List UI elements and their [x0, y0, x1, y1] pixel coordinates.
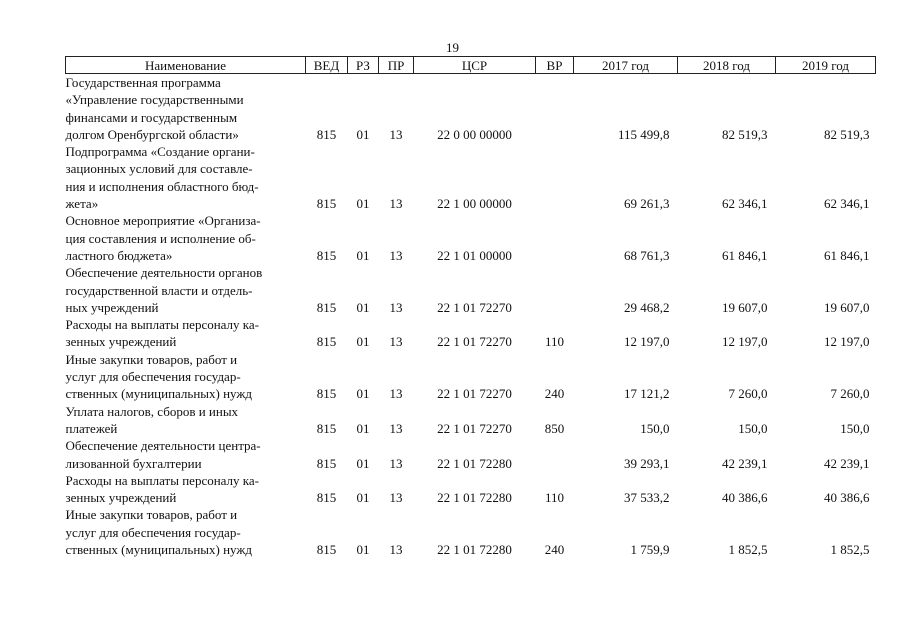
table-row [66, 472, 876, 507]
cell-ved: 815 [316, 196, 337, 212]
cell-ved: 815 [316, 126, 337, 142]
name-line: «Управление государственными [65, 92, 244, 108]
cell-csr: 22 1 01 72270 [437, 386, 512, 402]
name-line: Расходы на выплаты персоналу ка- [65, 472, 260, 488]
column-header-2017: 2017 год [574, 57, 678, 74]
column-header-rz: РЗ [348, 57, 379, 74]
cell-pr: 13 [389, 334, 403, 350]
name-line: Расходы на выплаты персоналу ка- [65, 317, 260, 333]
column-header-ved: ВЕД [306, 57, 348, 74]
cell-vr [536, 437, 574, 472]
cell-pr: 13 [389, 455, 403, 471]
cell-vr: 240 [544, 386, 565, 402]
cell-pr: 13 [389, 386, 403, 402]
name-line: Иные закупки товаров, работ и [65, 507, 238, 523]
cell-name [66, 264, 306, 316]
cell-rz: 01 [356, 386, 370, 402]
cell-name [66, 472, 306, 507]
cell-2019: 40 386,6 [824, 490, 870, 506]
cell-pr: 13 [389, 247, 403, 263]
name-line: платежей [65, 420, 118, 436]
table-header-row [66, 57, 876, 74]
cell-2018: 82 519,3 [722, 126, 768, 142]
cell-pr: 13 [389, 490, 403, 506]
cell-ved: 815 [316, 247, 337, 263]
cell-ved: 815 [316, 334, 337, 350]
cell-name [66, 437, 306, 472]
cell-vr: 850 [544, 420, 565, 436]
cell-vr: 240 [544, 542, 565, 558]
cell-rz: 01 [356, 490, 370, 506]
cell-name [66, 403, 306, 438]
cell-2017: 12 197,0 [624, 334, 670, 350]
cell-csr: 22 0 00 00000 [437, 126, 512, 142]
name-line: долгом Оренбургской области» [65, 126, 239, 142]
column-header-2019: 2019 год [776, 57, 876, 74]
cell-rz: 01 [356, 420, 370, 436]
table-row [66, 403, 876, 438]
table-row [66, 74, 876, 144]
table-row [66, 437, 876, 472]
cell-rz: 01 [356, 247, 370, 263]
cell-rz: 01 [356, 196, 370, 212]
cell-2019: 1 852,5 [830, 542, 870, 558]
cell-csr: 22 1 01 72270 [437, 420, 512, 436]
budget-table [65, 56, 876, 558]
cell-2018: 40 386,6 [722, 490, 768, 506]
cell-csr: 22 1 01 72280 [437, 455, 512, 471]
cell-2017: 29 468,2 [624, 299, 670, 315]
column-header-name: Наименование [66, 57, 306, 74]
cell-csr: 22 1 00 00000 [437, 196, 512, 212]
cell-name [66, 351, 306, 403]
cell-2018: 12 197,0 [722, 334, 768, 350]
table-row [66, 143, 876, 212]
cell-2019: 61 846,1 [824, 247, 870, 263]
cell-vr [536, 143, 574, 212]
name-line: зенных учреждений [65, 490, 177, 506]
cell-2017: 1 759,9 [630, 542, 670, 558]
cell-2017: 37 533,2 [624, 490, 670, 506]
name-line: жета» [65, 196, 99, 212]
name-line: Иные закупки товаров, работ и [65, 351, 238, 367]
cell-2019: 150,0 [840, 420, 870, 436]
cell-2018: 1 852,5 [728, 542, 768, 558]
cell-vr [536, 264, 574, 316]
page-number: 19 [446, 40, 459, 55]
column-header-pr: ПР [379, 57, 414, 74]
name-line: услуг для обеспечения государ- [65, 524, 241, 540]
cell-vr: 110 [544, 490, 565, 506]
cell-2018: 61 846,1 [722, 247, 768, 263]
cell-2019: 7 260,0 [830, 386, 870, 402]
cell-rz: 01 [356, 455, 370, 471]
cell-pr: 13 [389, 299, 403, 315]
name-line: финансами и государственным [65, 109, 238, 125]
cell-2017: 69 261,3 [624, 196, 670, 212]
cell-csr: 22 1 01 72270 [437, 334, 512, 350]
cell-ved: 815 [316, 455, 337, 471]
cell-pr: 13 [389, 196, 403, 212]
cell-ved: 815 [316, 490, 337, 506]
name-line: ственных (муниципальных) нужд [65, 386, 252, 402]
table-row [66, 351, 876, 403]
name-line: лизованной бухгалтерии [65, 455, 202, 471]
name-line: ластного бюджета» [65, 247, 173, 263]
cell-2019: 42 239,1 [824, 455, 870, 471]
cell-2018: 150,0 [738, 420, 768, 436]
cell-2017: 150,0 [640, 420, 670, 436]
name-line: Государственная программа [65, 75, 221, 90]
cell-vr [536, 212, 574, 264]
name-line: ция составления и исполнение об- [65, 230, 256, 246]
cell-csr: 22 1 01 72270 [437, 299, 512, 315]
cell-2017: 17 121,2 [624, 386, 670, 402]
name-line: Обеспечение деятельности центра- [65, 438, 261, 454]
name-line: Подпрограмма «Создание органи- [65, 144, 255, 160]
cell-2019: 62 346,1 [824, 196, 870, 212]
cell-2019: 12 197,0 [824, 334, 870, 350]
cell-2019: 82 519,3 [824, 126, 870, 142]
cell-pr: 13 [389, 542, 403, 558]
cell-2018: 7 260,0 [728, 386, 768, 402]
cell-2017: 39 293,1 [624, 455, 670, 471]
cell-2017: 68 761,3 [624, 247, 670, 263]
cell-csr: 22 1 01 72280 [437, 542, 512, 558]
cell-rz: 01 [356, 299, 370, 315]
cell-2018: 19 607,0 [722, 299, 768, 315]
cell-rz: 01 [356, 334, 370, 350]
name-line: ственных (муниципальных) нужд [65, 542, 252, 558]
table-body [66, 74, 876, 559]
table-row [66, 506, 876, 558]
cell-csr: 22 1 01 00000 [437, 247, 512, 263]
name-line: Уплата налогов, сборов и иных [65, 403, 239, 419]
name-line: услуг для обеспечения государ- [65, 369, 241, 385]
cell-pr: 13 [389, 420, 403, 436]
name-line: государственной власти и отдель- [65, 282, 253, 298]
cell-2019: 19 607,0 [824, 299, 870, 315]
cell-ved: 815 [316, 542, 337, 558]
cell-name [66, 74, 306, 144]
table-row [66, 316, 876, 351]
name-line: зационных условий для составле- [65, 161, 253, 177]
column-header-2018: 2018 год [678, 57, 776, 74]
cell-2017: 115 499,8 [617, 126, 670, 142]
cell-2018: 42 239,1 [722, 455, 768, 471]
name-line: ных учреждений [65, 299, 159, 315]
column-header-vr: ВР [536, 57, 574, 74]
cell-vr: 110 [544, 334, 565, 350]
name-line: Обеспечение деятельности органов [65, 265, 263, 281]
name-line: ния и исполнения областного бюд- [65, 178, 259, 194]
cell-name [66, 506, 306, 558]
cell-rz: 01 [356, 126, 370, 142]
name-line: Основное мероприятие «Организа- [65, 213, 261, 229]
cell-rz: 01 [356, 542, 370, 558]
cell-ved: 815 [316, 299, 337, 315]
cell-ved: 815 [316, 420, 337, 436]
cell-ved: 815 [316, 386, 337, 402]
table-row [66, 212, 876, 264]
cell-vr [536, 74, 574, 144]
name-line: зенных учреждений [65, 334, 177, 350]
cell-name [66, 143, 306, 212]
column-header-csr: ЦСР [414, 57, 536, 74]
cell-pr: 13 [389, 126, 403, 142]
cell-csr: 22 1 01 72280 [437, 490, 512, 506]
cell-name [66, 316, 306, 351]
cell-name [66, 212, 306, 264]
table-row [66, 264, 876, 316]
cell-2018: 62 346,1 [722, 196, 768, 212]
